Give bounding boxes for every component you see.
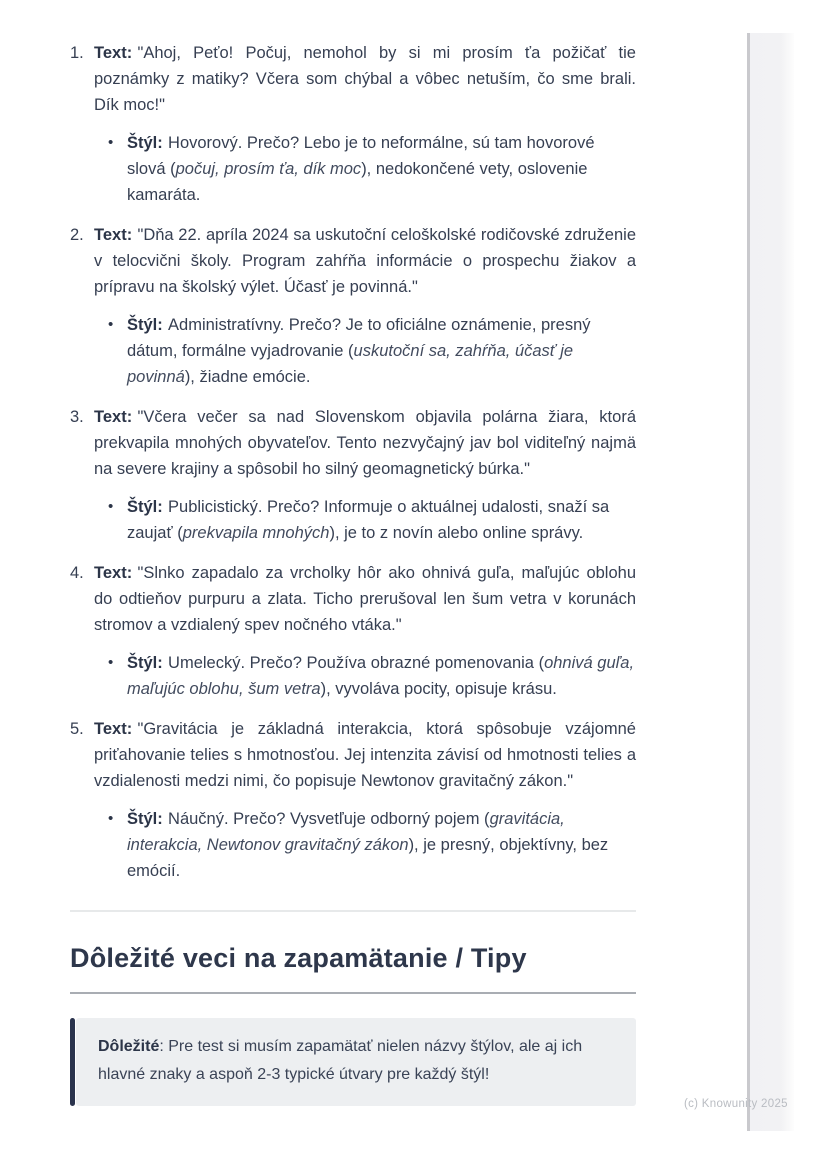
list-item	[70, 40, 636, 208]
item-number: 5.	[70, 720, 84, 738]
style-label: Štýl:	[127, 316, 163, 334]
item-style	[127, 312, 636, 390]
item-style	[127, 494, 636, 546]
style-text-after: ), žiadne emócie.	[184, 368, 311, 386]
style-text-before: Administratívny. Prečo? Je to oficiálne oznámenie, presný dátum, formálne vyjadrovanie (	[127, 316, 591, 360]
text-quote: "Gravitácia je základná interakcia, ktorá spôsobuje vzájomné priťahovanie telies s hmotnosťou. Jej intenzita závisí od hmotnosti telies a vzdialenosti medzi nimi, čo popisuje Newtonov gravitačný zákon."	[94, 720, 636, 790]
style-label: Štýl:	[127, 654, 163, 672]
heading-underline	[70, 992, 636, 994]
item-number: 4.	[70, 564, 84, 582]
text-quote: "Ahoj, Peťo! Počuj, nemohol by si mi prosím ťa požičať tie poznámky z matiky? Včera som chýbal a vôbec netuším, čo sme brali. Dík moc!"	[94, 44, 636, 114]
bullet-icon: •	[108, 316, 114, 333]
style-examples: uskutoční sa, zahŕňa, účasť je povinná	[127, 342, 574, 386]
style-examples: prekvapila mnohých	[182, 524, 330, 542]
bullet-icon: •	[108, 654, 114, 671]
item-number: 3.	[70, 408, 84, 426]
text-quote: "Dňa 22. apríla 2024 sa uskutoční celoškolské rodičovské združenie v telocvični školy. Program zahŕňa informácie o prospechu žiakov a prípravu na školský výlet. Účasť je povinná."	[94, 226, 636, 296]
style-text-before: Hovorový. Prečo? Lebo je to neformálne, sú tam hovorové slová (	[127, 134, 595, 178]
item-number: 2.	[70, 226, 84, 244]
callout-text: : Pre test si musím zapamätať nielen názvy štýlov, ale aj ich hlavné znaky a aspoň 2-3 typické útvary pre každý štýl!	[98, 1038, 583, 1083]
callout-accent-bar	[70, 1018, 75, 1106]
document-page-content	[70, 40, 636, 1106]
callout-label: Dôležité	[98, 1038, 160, 1055]
text-quote: "Včera večer sa nad Slovenskom objavila polárna žiara, ktorá prekvapila mnohých obyvateľov. Tento nezvyčajný jav bol viditeľný najmä na severe krajiny a spôsobil ho silný geomagnetický búrka."	[94, 408, 636, 478]
style-label: Štýl:	[127, 134, 163, 152]
style-text-after: ), je to z novín alebo online správy.	[329, 524, 584, 542]
style-text-before: Umelecký. Prečo? Používa obrazné pomenovania (	[168, 654, 545, 672]
item-style	[127, 650, 636, 702]
callout-box	[70, 1018, 636, 1106]
style-text-before: Publicistický. Prečo? Informuje o aktuálnej udalosti, snaží sa zaujať (	[127, 498, 610, 542]
right-page-edge	[747, 33, 794, 1131]
text-label: Text:	[94, 44, 133, 62]
section-heading: Dôležité veci na zapamätanie / Tipy	[70, 943, 527, 973]
item-style	[127, 806, 636, 884]
style-label: Štýl:	[127, 498, 163, 516]
bullet-icon: •	[108, 134, 114, 151]
style-examples: počuj, prosím ťa, dík moc	[175, 160, 362, 178]
watermark: (c) Knowunity 2025	[684, 1098, 788, 1110]
list-item	[70, 716, 636, 884]
text-label: Text:	[94, 564, 133, 582]
style-text-after: ), je presný, objektívny, bez emócií.	[127, 836, 609, 880]
item-text	[94, 560, 636, 638]
text-label: Text:	[94, 226, 133, 244]
item-text	[94, 40, 636, 118]
style-text-after: ), vyvoláva pocity, opisuje krásu.	[320, 680, 557, 698]
bullet-icon: •	[108, 810, 114, 827]
style-label: Štýl:	[127, 810, 163, 828]
style-text-after: ), nedokončené vety, oslovenie kamaráta.	[127, 160, 588, 204]
style-examples: gravitácia, interakcia, Newtonov gravitačný zákon	[127, 810, 565, 854]
list-item	[70, 404, 636, 546]
style-text-before: Náučný. Prečo? Vysvetľuje odborný pojem (	[168, 810, 490, 828]
text-label: Text:	[94, 408, 133, 426]
item-style	[127, 130, 636, 208]
item-text	[94, 404, 636, 482]
item-number: 1.	[70, 44, 84, 62]
callout-content	[76, 1018, 636, 1106]
list-item	[70, 222, 636, 390]
item-text	[94, 222, 636, 300]
bullet-icon: •	[108, 498, 114, 515]
text-quote: "Slnko zapadalo za vrcholky hôr ako ohnivá guľa, maľujúc oblohu do odtieňov purpuru a zlata. Ticho prerušoval len šum vetra v korunách stromov a vzdialený spev nočného vtáka."	[94, 564, 636, 634]
item-text	[94, 716, 636, 794]
style-examples: ohnivá guľa, maľujúc oblohu, šum vetra	[127, 654, 635, 698]
list-item	[70, 560, 636, 702]
text-label: Text:	[94, 720, 133, 738]
section-divider	[70, 910, 636, 912]
